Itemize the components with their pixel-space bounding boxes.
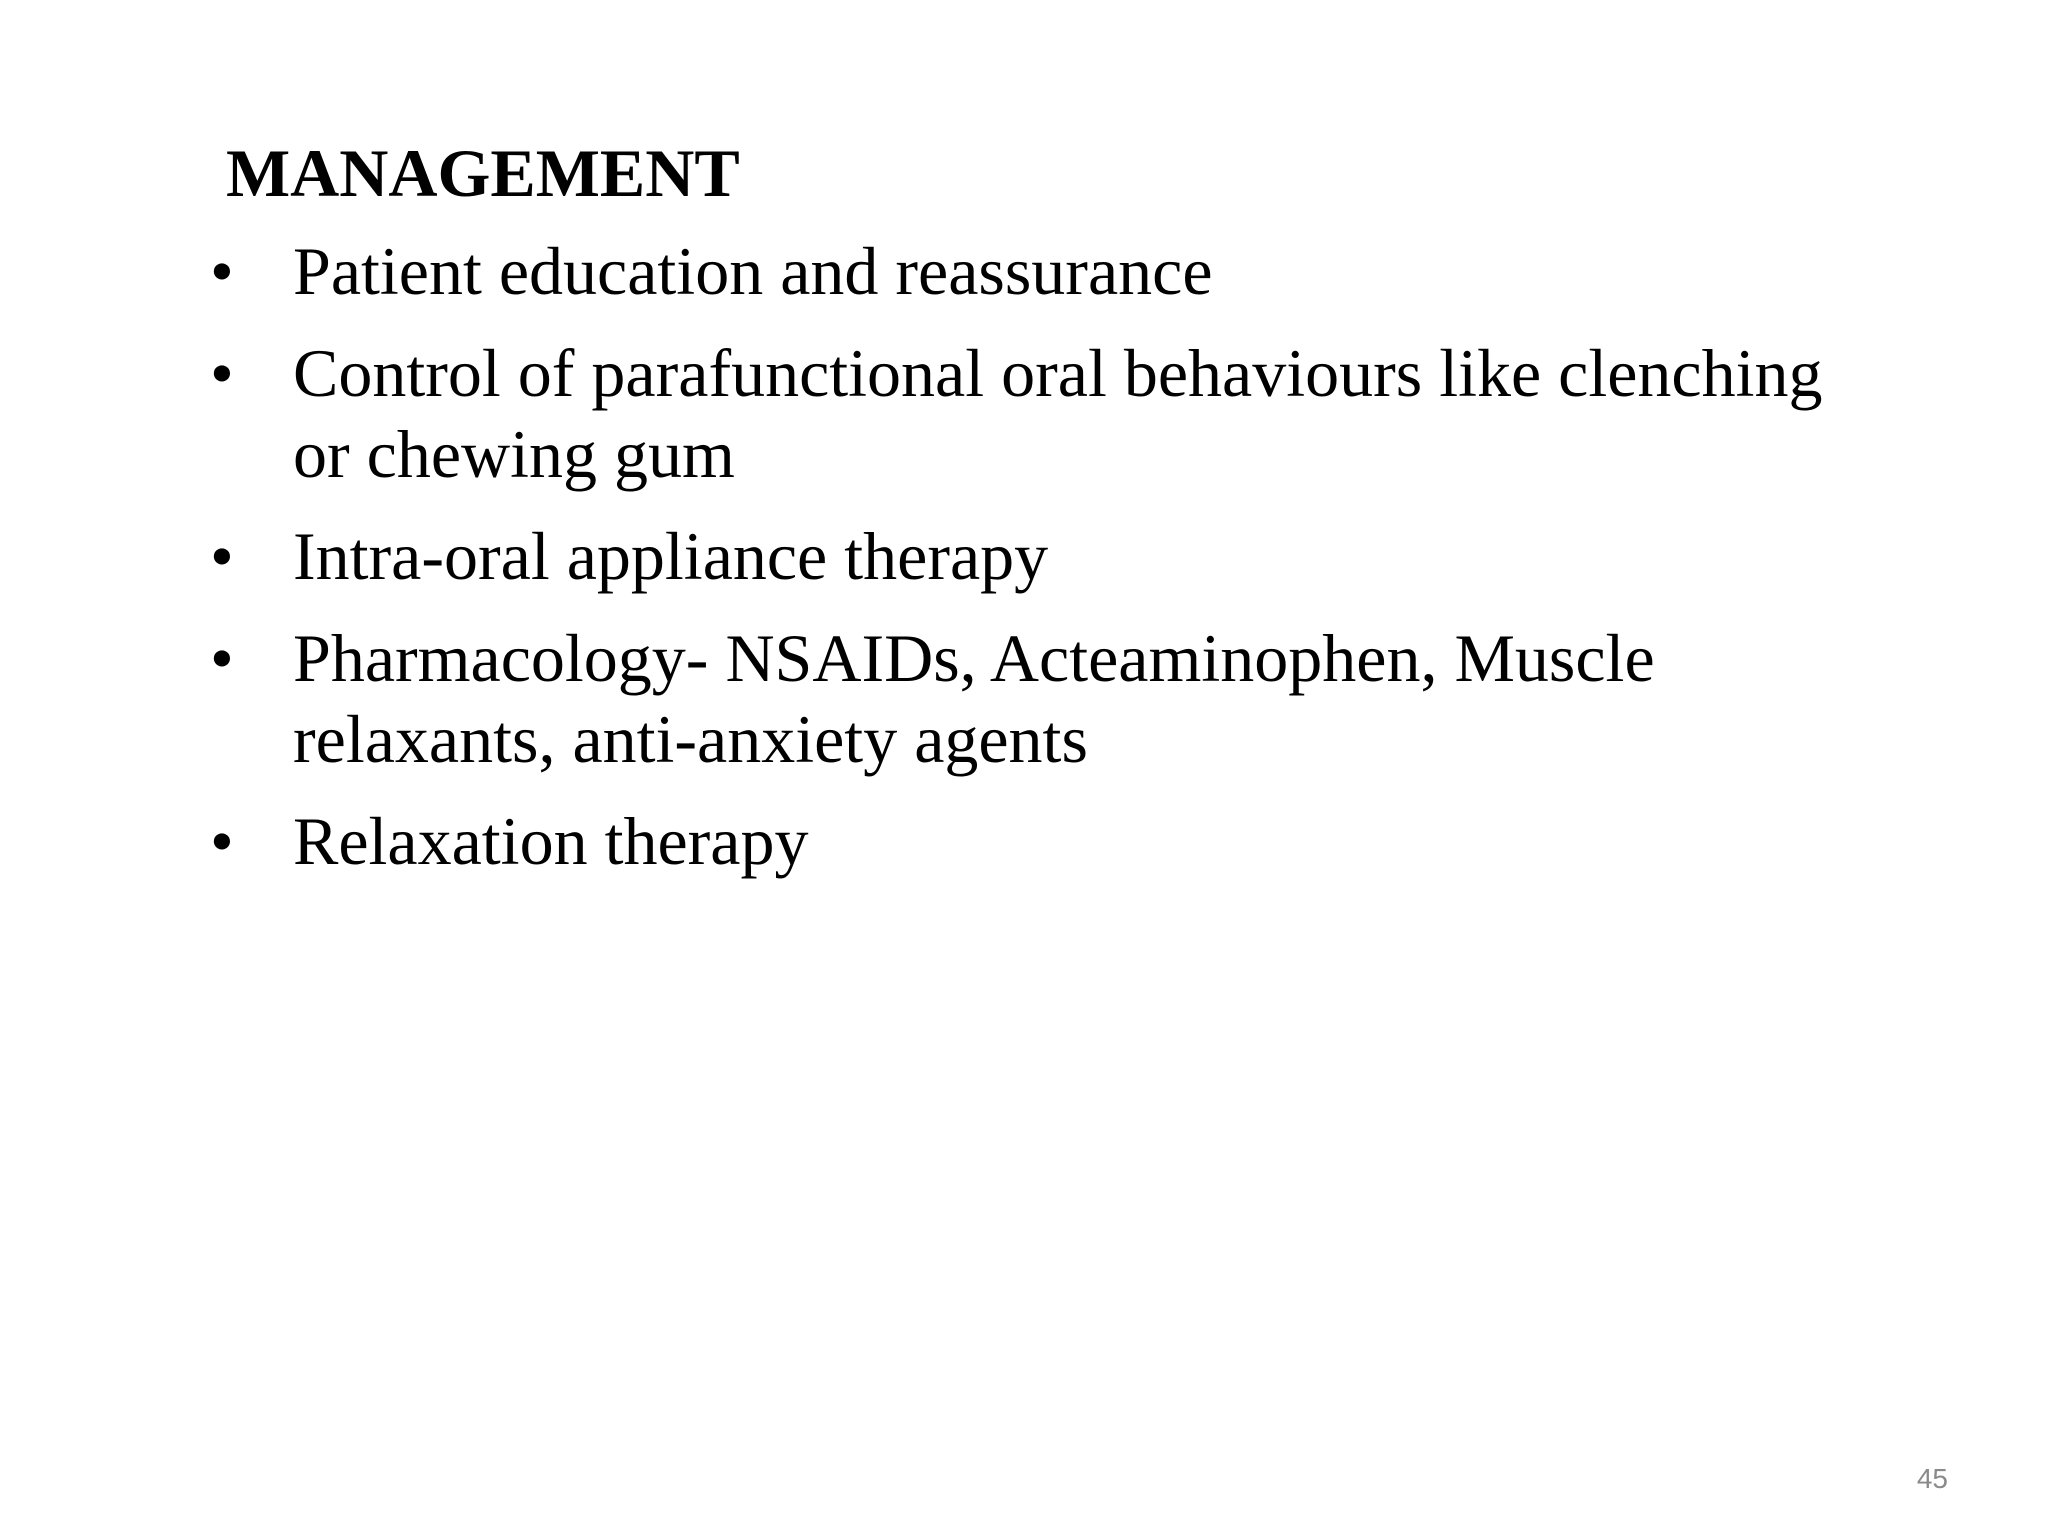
bullet-text: Relaxation therapy (293, 803, 809, 879)
bullet-text: Control of parafunctional oral behaviours like clenching or chewing gum (293, 335, 1823, 492)
bullet-dot-icon: • (210, 335, 234, 411)
bullet-item (210, 231, 1870, 312)
bullet-item (210, 618, 1870, 780)
bullet-dot-icon: • (210, 620, 234, 696)
slide-heading: MANAGEMENT (226, 135, 740, 211)
page-number: 45 (1916, 1463, 1948, 1494)
bullet-item (210, 801, 1870, 882)
bullet-item (210, 333, 1870, 495)
bullet-item (210, 516, 1870, 597)
bullet-dot-icon: • (210, 518, 234, 594)
bullet-list (210, 231, 1870, 903)
bullet-dot-icon: • (210, 803, 234, 879)
bullet-text: Patient education and reassurance (293, 233, 1213, 309)
bullet-text: Intra-oral appliance therapy (293, 518, 1049, 594)
bullet-text: Pharmacology- NSAIDs, Acteaminophen, Muscle relaxants, anti-anxiety agents (293, 620, 1655, 777)
bullet-dot-icon: • (210, 233, 234, 309)
